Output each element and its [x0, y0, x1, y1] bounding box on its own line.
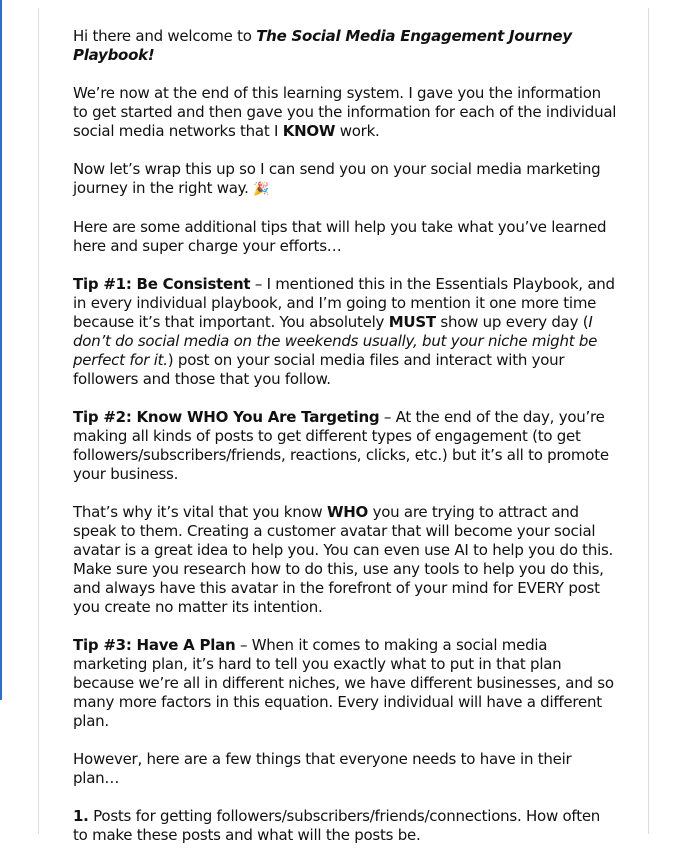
- tip-3-heading: Tip #3: Have A Plan: [73, 636, 236, 654]
- text: Now let’s wrap this up so I can send you on your social media marketing journey in the right way.: [73, 160, 601, 197]
- text: show up every day (: [435, 313, 589, 331]
- document-page: [38, 8, 649, 844]
- party-popper-icon: 🎉: [253, 182, 270, 197]
- emphasis-who: WHO: [326, 503, 369, 521]
- text: work.: [335, 122, 380, 140]
- tip-3: [73, 636, 618, 731]
- text: – At the end of the day, you’re making all kinds of posts to get different types of engagement (to get followers/subscribers/friends, reactions, clicks, etc.) but it’s all to promote your business.: [73, 408, 609, 483]
- greeting-text: Hi there and welcome to: [73, 27, 257, 45]
- intro-paragraph: [73, 27, 618, 65]
- text: you are trying to attract and speak to them. Creating a customer avatar that will become your social avatar is a great idea to help you. You can even use AI to help you do this. Make sure you research how to do this, use any tools to help you do this, and always have this avatar in the forefront of your mind for EVERY post you create no matter its intention.: [73, 503, 614, 616]
- text: That’s why it’s vital that you know: [73, 503, 327, 521]
- document-content: [73, 27, 618, 864]
- playbook-title: The Social Media Engagement Journey Playbook!: [73, 27, 572, 64]
- text: – When it comes to making a social media marketing plan, it’s hard to tell you exactly what to put in that plan because we’re all in different niches, we have different businesses, and so many more factors in this equation. Every individual will have a different plan.: [73, 636, 614, 730]
- text: Posts for getting followers/subscribers/friends/connections. How often to make these posts and what will the posts be.: [73, 807, 601, 844]
- list-number: 1.: [73, 807, 89, 825]
- tip-2: [73, 408, 618, 484]
- paragraph-wrap-up: [73, 160, 618, 199]
- paragraph-however: However, here are a few things that everyone needs to have in their plan…: [73, 750, 572, 787]
- left-accent-bar: [0, 0, 2, 700]
- paragraph-who: [73, 503, 618, 617]
- text: – I mentioned this in the Essentials Playbook, and in every individual playbook, and I’m going to mention it one more time because it’s that important. You absolutely: [73, 275, 615, 331]
- tip-2-heading: Tip #2: Know WHO You Are Targeting: [73, 408, 380, 426]
- paragraph-additional-tips: Here are some additional tips that will help you take what you’ve learned here and super charge your efforts…: [73, 218, 607, 255]
- paragraph-end-of-system: [73, 84, 618, 141]
- emphasis-know: KNOW: [282, 122, 336, 140]
- tip-1: [73, 275, 618, 389]
- italic-aside: I don’t do social media on the weekends usually, but your niche might be perfect for it.: [73, 313, 598, 369]
- list-item: [73, 807, 618, 845]
- text: ) post on your social media files and interact with your followers and those that you follow.: [73, 351, 565, 388]
- tip-1-heading: Tip #1: Be Consistent: [73, 275, 251, 293]
- text: We’re now at the end of this learning system. I gave you the information to get started and then gave you the information for each of the individual social media networks that I: [73, 84, 617, 140]
- emphasis-must: MUST: [388, 313, 436, 331]
